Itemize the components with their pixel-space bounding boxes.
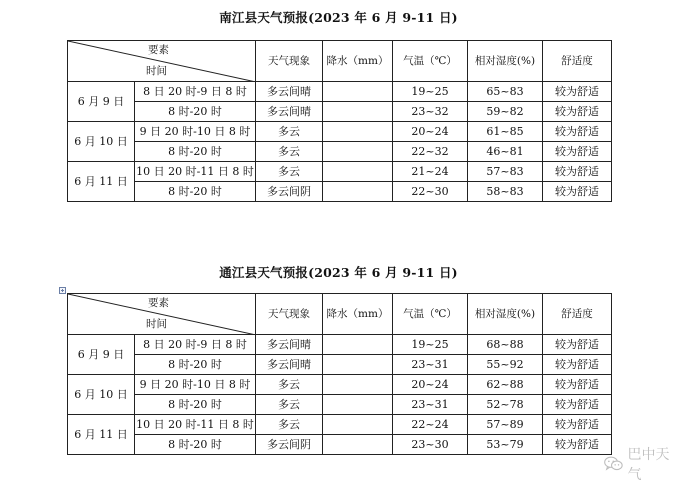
watermark-text: 巴中天气 xyxy=(627,447,670,483)
header-weather: 天气现象 xyxy=(256,294,323,335)
humidity-cell: 57~89 xyxy=(468,415,543,435)
header-temp: 气温（℃） xyxy=(393,41,468,82)
time-cell: 8 时-20 时 xyxy=(135,435,256,455)
date-cell: 6 月 10 日 xyxy=(68,122,135,162)
humidity-cell: 46~81 xyxy=(468,142,543,162)
time-cell: 8 时-20 时 xyxy=(135,142,256,162)
date-cell: 6 月 9 日 xyxy=(68,335,135,375)
table-row xyxy=(68,375,612,395)
weather-cell: 多云间晴 xyxy=(256,355,323,375)
rain-cell xyxy=(323,142,393,162)
rain-cell xyxy=(323,415,393,435)
header-corner-cell xyxy=(68,41,256,82)
header-row xyxy=(68,41,612,82)
header-rain: 降水（mm） xyxy=(323,41,393,82)
humidity-cell: 58~83 xyxy=(468,182,543,202)
table-row xyxy=(68,122,612,142)
comfort-cell: 较为舒适 xyxy=(543,182,612,202)
time-cell: 9 日 20 时-10 日 8 时 xyxy=(135,375,256,395)
temp-cell: 21~24 xyxy=(393,162,468,182)
weather-cell: 多云间阴 xyxy=(256,435,323,455)
time-cell: 8 日 20 时-9 日 8 时 xyxy=(135,82,256,102)
rain-cell xyxy=(323,435,393,455)
time-cell: 8 时-20 时 xyxy=(135,395,256,415)
humidity-cell: 68~88 xyxy=(468,335,543,355)
date-cell: 6 月 11 日 xyxy=(68,162,135,202)
weather-cell: 多云 xyxy=(256,142,323,162)
table-row xyxy=(68,162,612,182)
humidity-cell: 52~78 xyxy=(468,395,543,415)
weather-cell: 多云 xyxy=(256,375,323,395)
header-comfort: 舒适度 xyxy=(543,41,612,82)
comfort-cell: 较为舒适 xyxy=(543,102,612,122)
comfort-cell: 较为舒适 xyxy=(543,395,612,415)
rain-cell xyxy=(323,122,393,142)
temp-cell: 20~24 xyxy=(393,375,468,395)
weather-cell: 多云间晴 xyxy=(256,335,323,355)
temp-cell: 23~31 xyxy=(393,355,468,375)
comfort-cell: 较为舒适 xyxy=(543,335,612,355)
header-humidity: 相对湿度(%) xyxy=(468,41,543,82)
time-cell: 10 日 20 时-11 日 8 时 xyxy=(135,162,256,182)
temp-cell: 19~25 xyxy=(393,335,468,355)
rain-cell xyxy=(323,82,393,102)
rain-cell xyxy=(323,335,393,355)
header-temp: 气温（℃） xyxy=(393,294,468,335)
weather-cell: 多云 xyxy=(256,395,323,415)
table-row xyxy=(68,395,612,415)
humidity-cell: 53~79 xyxy=(468,435,543,455)
header-time-label: 时间 xyxy=(146,65,167,77)
comfort-cell: 较为舒适 xyxy=(543,415,612,435)
table-row xyxy=(68,435,612,455)
comfort-cell: 较为舒适 xyxy=(543,375,612,395)
header-comfort: 舒适度 xyxy=(543,294,612,335)
forecast-table-nanjiang xyxy=(67,40,612,202)
temp-cell: 23~32 xyxy=(393,102,468,122)
rain-cell xyxy=(323,182,393,202)
comfort-cell: 较为舒适 xyxy=(543,142,612,162)
temp-cell: 22~30 xyxy=(393,182,468,202)
temp-cell: 23~30 xyxy=(393,435,468,455)
comfort-cell: 较为舒适 xyxy=(543,355,612,375)
table-row xyxy=(68,415,612,435)
comfort-cell: 较为舒适 xyxy=(543,435,612,455)
table-row xyxy=(68,142,612,162)
time-cell: 9 日 20 时-10 日 8 时 xyxy=(135,122,256,142)
header-time-label: 时间 xyxy=(146,318,167,330)
table-row xyxy=(68,182,612,202)
temp-cell: 20~24 xyxy=(393,122,468,142)
rain-cell xyxy=(323,355,393,375)
rain-cell xyxy=(323,102,393,122)
temp-cell: 22~24 xyxy=(393,415,468,435)
rain-cell xyxy=(323,162,393,182)
date-cell: 6 月 10 日 xyxy=(68,375,135,415)
table-move-handle[interactable] xyxy=(59,287,66,294)
humidity-cell: 59~82 xyxy=(468,102,543,122)
time-cell: 8 时-20 时 xyxy=(135,102,256,122)
table-row xyxy=(68,355,612,375)
header-elements-label: 要素 xyxy=(148,44,169,56)
humidity-cell: 61~85 xyxy=(468,122,543,142)
weather-cell: 多云 xyxy=(256,162,323,182)
weather-cell: 多云间晴 xyxy=(256,102,323,122)
weather-cell: 多云 xyxy=(256,415,323,435)
header-row xyxy=(68,294,612,335)
comfort-cell: 较为舒适 xyxy=(543,122,612,142)
time-cell: 8 时-20 时 xyxy=(135,355,256,375)
comfort-cell: 较为舒适 xyxy=(543,162,612,182)
date-cell: 6 月 9 日 xyxy=(68,82,135,122)
temp-cell: 22~32 xyxy=(393,142,468,162)
time-cell: 8 时-20 时 xyxy=(135,182,256,202)
table-title-nanjiang: 南江县天气预报(2023 年 6 月 9-11 日) xyxy=(219,10,458,25)
header-humidity: 相对湿度(%) xyxy=(468,294,543,335)
comfort-cell: 较为舒适 xyxy=(543,82,612,102)
humidity-cell: 62~88 xyxy=(468,375,543,395)
temp-cell: 23~31 xyxy=(393,395,468,415)
table-row xyxy=(68,102,612,122)
table-row xyxy=(68,82,612,102)
time-cell: 10 日 20 时-11 日 8 时 xyxy=(135,415,256,435)
rain-cell xyxy=(323,395,393,415)
watermark xyxy=(604,447,677,483)
date-cell: 6 月 11 日 xyxy=(68,415,135,455)
humidity-cell: 57~83 xyxy=(468,162,543,182)
weather-cell: 多云间晴 xyxy=(256,82,323,102)
humidity-cell: 55~92 xyxy=(468,355,543,375)
header-rain: 降水（mm） xyxy=(323,294,393,335)
weather-cell: 多云 xyxy=(256,122,323,142)
temp-cell: 19~25 xyxy=(393,82,468,102)
header-corner-cell xyxy=(68,294,256,335)
header-weather: 天气现象 xyxy=(256,41,323,82)
table-row xyxy=(68,335,612,355)
weather-cell: 多云间阴 xyxy=(256,182,323,202)
table-title-tongjiang: 通江县天气预报(2023 年 6 月 9-11 日) xyxy=(219,265,458,280)
forecast-table-tongjiang xyxy=(67,293,612,455)
humidity-cell: 65~83 xyxy=(468,82,543,102)
rain-cell xyxy=(323,375,393,395)
header-elements-label: 要素 xyxy=(148,297,169,309)
time-cell: 8 日 20 时-9 日 8 时 xyxy=(135,335,256,355)
wechat-icon xyxy=(604,455,623,473)
